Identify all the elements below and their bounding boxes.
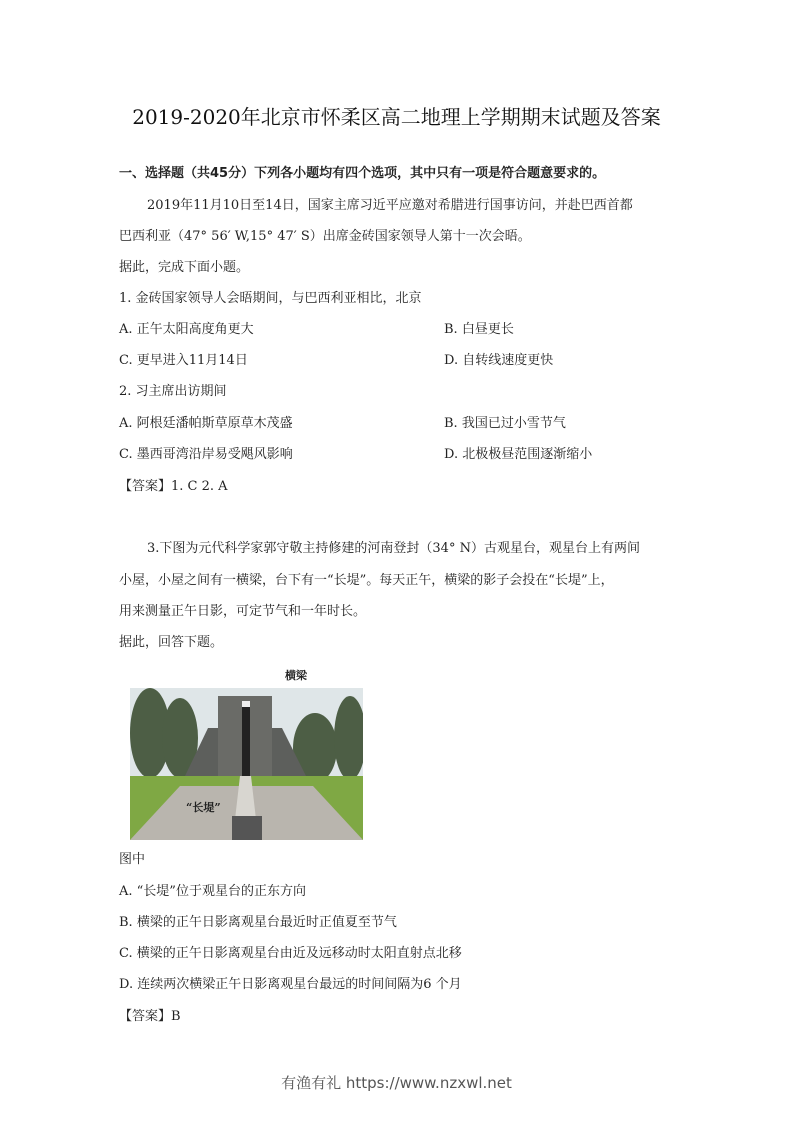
q1-option-a: A. 正午太阳高度角更大 (119, 322, 254, 337)
q2-option-a: A. 阿根廷潘帕斯草原草木茂盛 (119, 416, 293, 431)
q3-option-d: D. 连续两次横梁正午日影离观星台最远的时间间隔为6 个月 (119, 977, 462, 992)
intro-line: 2019年11月10日至14日，国家主席习近平应邀对希腊进行国事访问，并赴巴西首都 (147, 198, 633, 213)
q2-option-c: C. 墨西哥湾沿岸易受飓风影响 (119, 447, 293, 462)
footer-watermark: 有渔有礼 https://www.nzxwl.net (281, 1074, 512, 1092)
q1-option-c: C. 更早进入11月14日 (119, 353, 248, 368)
q3-option-b: B. 横梁的正午日影离观星台最近时正值夏至节气 (119, 915, 397, 930)
q3-option-a: A. “长堤”位于观星台的正东方向 (119, 884, 306, 899)
section-header: 一、选择题（共45分）下列各小题均有四个选项，其中只有一项是符合题意要求的。 (119, 166, 606, 181)
q3-intro-line: 小屋，小屋之间有一横梁，台下有一“长堤”。每天正午，横梁的影子会投在“长堤”上， (119, 573, 614, 588)
question-3-stem: 图中 (119, 852, 146, 867)
q2-option-d: D. 北极极昼范围逐渐缩小 (444, 447, 593, 462)
dike-label: “长堤” (186, 801, 221, 814)
answer-3: 【答案】B (119, 1009, 181, 1024)
q1-option-b: B. 白昼更长 (444, 322, 514, 337)
q3-option-c: C. 横梁的正午日影离观星台由近及远移动时太阳直射点北移 (119, 946, 462, 961)
q2-option-b: B. 我国已过小雪节气 (444, 416, 566, 431)
question-1-stem: 1. 金砖国家领导人会晤期间，与巴西利亚相比，北京 (119, 291, 422, 306)
answer-1-2: 【答案】1. C 2. A (119, 479, 228, 494)
intro-line: 据此，完成下面小题。 (119, 260, 250, 275)
observatory-photo (130, 688, 363, 840)
intro-line: 巴西利亚（47° 56′ W,15° 47′ S）出席金砖国家领导人第十一次会晤。 (119, 229, 531, 244)
page-title: 2019-2020年北京市怀柔区高二地理上学期期末试题及答案 (132, 105, 661, 129)
question-2-stem: 2. 习主席出访期间 (119, 384, 227, 399)
q3-intro-line: 据此，回答下题。 (119, 635, 224, 650)
q3-intro-line: 3.下图为元代科学家郭守敬主持修建的河南登封（34° N）古观星台，观星台上有两间 (147, 541, 640, 556)
beam-label: 横梁 (285, 669, 307, 682)
q1-option-d: D. 自转线速度更快 (444, 353, 554, 368)
q3-intro-line: 用来测量正午日影，可定节气和一年时长。 (119, 604, 367, 619)
